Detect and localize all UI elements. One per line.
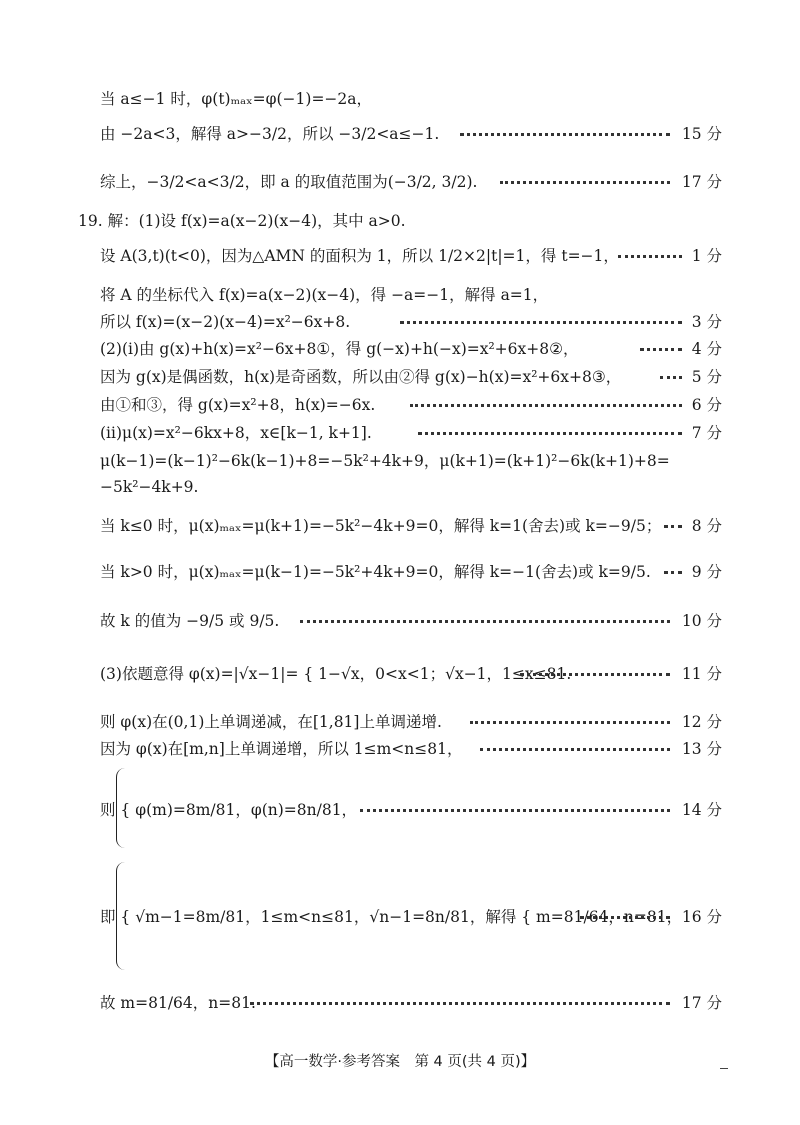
- answer-text: 即 { √m−1=8m/81，1≤m<n≤81，√n−1=8n/81，解得 { m=81/64，n=81，: [100, 908, 683, 926]
- answer-text: μ(k−1)=(k−1)²−6k(k−1)+8=−5k²+4k+9，μ(k+1)=(k+1)²−6k(k+1)+8=: [100, 452, 670, 470]
- answer-line-2: [0, 119, 800, 147]
- score-label: 8 分: [691, 517, 722, 535]
- score-label: 5 分: [691, 368, 722, 386]
- answer-text: (2)(ⅰ)由 g(x)+h(x)=x²−6x+8①，得 g(−x)+h(−x)=x²+6x+8②，: [100, 340, 579, 358]
- answer-line-15: [0, 557, 800, 585]
- answer-line-7: [0, 307, 800, 335]
- answer-text: 故 k 的值为 −9/5 或 9/5.: [100, 612, 280, 630]
- answer-line-12: [0, 446, 800, 474]
- dot-leader: [618, 255, 682, 258]
- answer-line-18: [0, 707, 800, 735]
- score-label: 17 分: [681, 173, 722, 191]
- answer-text: 所以 f(x)=(x−2)(x−4)=x²−6x+8.: [100, 313, 351, 331]
- score-label: 3 分: [691, 313, 722, 331]
- answer-text: 将 A 的坐标代入 f(x)=a(x−2)(x−4)，得 −a=−1，解得 a=1，: [100, 286, 549, 304]
- score-label: 10 分: [681, 612, 722, 630]
- score-label: 6 分: [691, 396, 722, 414]
- dot-leader: [664, 571, 682, 574]
- dot-leader: [410, 404, 682, 407]
- score-label: 11 分: [681, 665, 722, 683]
- answer-line-8: [0, 334, 800, 362]
- page-mark: [720, 1068, 728, 1069]
- answer-line-6: [0, 280, 800, 308]
- dot-leader: [580, 916, 670, 919]
- score-label: 9 分: [691, 563, 722, 581]
- dot-leader: [640, 348, 682, 351]
- answer-line-20: [0, 795, 800, 823]
- answer-text: 则 φ(x)在(0,1)上单调递减，在[1,81]上单调递增.: [100, 713, 442, 731]
- score-label: 4 分: [691, 340, 722, 358]
- answer-text: (3)依题意得 φ(x)=|√x−1|= { 1−√x，0<x<1；√x−1，1≤x≤81.: [100, 665, 572, 683]
- answer-text: 由①和③，得 g(x)=x²+8，h(x)=−6x.: [100, 396, 376, 414]
- answer-text: 故 m=81/64，n=81.: [100, 994, 256, 1012]
- answer-text: 因为 φ(x)在[m,n]上单调递增，所以 1≤m<n≤81，: [100, 740, 463, 758]
- answer-text: 则 { φ(m)=8m/81，φ(n)=8n/81，: [100, 801, 358, 819]
- dot-leader: [418, 432, 682, 435]
- score-label: 14 分: [681, 801, 722, 819]
- dot-leader: [460, 133, 670, 136]
- answer-text: (ⅱ)μ(x)=x²−6kx+8，x∈[k−1, k+1].: [100, 424, 372, 442]
- answer-line-16: [0, 606, 800, 634]
- score-label: 13 分: [681, 740, 722, 758]
- answer-text: 当 a≤−1 时，φ(t)ₘₐₓ=φ(−1)=−2a，: [100, 90, 373, 108]
- answer-text: 当 k≤0 时，μ(x)ₘₐₓ=μ(k+1)=−5k²−4k+9=0，解得 k=1(舍去)或 k=−9/5；: [100, 517, 662, 535]
- score-label: 16 分: [681, 908, 722, 926]
- score-label: 12 分: [681, 713, 722, 731]
- answer-line-17: [0, 659, 800, 687]
- dot-leader: [500, 181, 670, 184]
- score-label: 17 分: [681, 994, 722, 1012]
- answer-line-11: [0, 418, 800, 446]
- score-label: 1 分: [691, 247, 722, 265]
- answer-text: 由 −2a<3，解得 a>−3/2，所以 −3/2<a≤−1.: [100, 125, 440, 143]
- answer-text: −5k²−4k+9.: [100, 478, 199, 496]
- answer-line-1: [0, 84, 800, 112]
- dot-leader: [660, 376, 682, 379]
- dot-leader: [664, 525, 682, 528]
- answer-line-21: [0, 902, 800, 930]
- answer-text: 19. 解：(1)设 f(x)=a(x−2)(x−4)，其中 a>0.: [78, 212, 406, 230]
- answer-text: 因为 g(x)是偶函数，h(x)是奇函数，所以由②得 g(x)−h(x)=x²+6x+8③，: [100, 368, 622, 386]
- answer-line-10: [0, 390, 800, 418]
- answer-line-14: [0, 511, 800, 539]
- dot-leader: [480, 748, 670, 751]
- page-footer: 【高一数学·参考答案 第 4 页(共 4 页)】: [264, 1054, 536, 1070]
- question-19-heading: [0, 206, 800, 234]
- dot-leader: [250, 1002, 670, 1005]
- answer-text: 设 A(3,t)(t<0)，因为△AMN 的面积为 1，所以 1/2×2|t|=1，得 t=−1，: [100, 247, 619, 265]
- answer-line-9: [0, 362, 800, 390]
- dot-leader: [470, 721, 670, 724]
- dot-leader: [400, 321, 682, 324]
- answer-line-19: [0, 734, 800, 762]
- answer-line-22: [0, 988, 800, 1016]
- answer-line-3: [0, 167, 800, 195]
- dot-leader: [520, 673, 670, 676]
- answer-text: 当 k>0 时，μ(x)ₘₐₓ=μ(k−1)=−5k²+4k+9=0，解得 k=−1(舍去)或 k=9/5.: [100, 563, 651, 581]
- score-label: 15 分: [681, 125, 722, 143]
- dot-leader: [360, 809, 670, 812]
- answer-line-5: [0, 241, 800, 269]
- answer-line-13: [0, 473, 800, 501]
- answer-text: 综上，−3/2<a<3/2，即 a 的取值范围为(−3/2, 3/2).: [100, 173, 478, 191]
- dot-leader: [300, 620, 670, 623]
- score-label: 7 分: [691, 424, 722, 442]
